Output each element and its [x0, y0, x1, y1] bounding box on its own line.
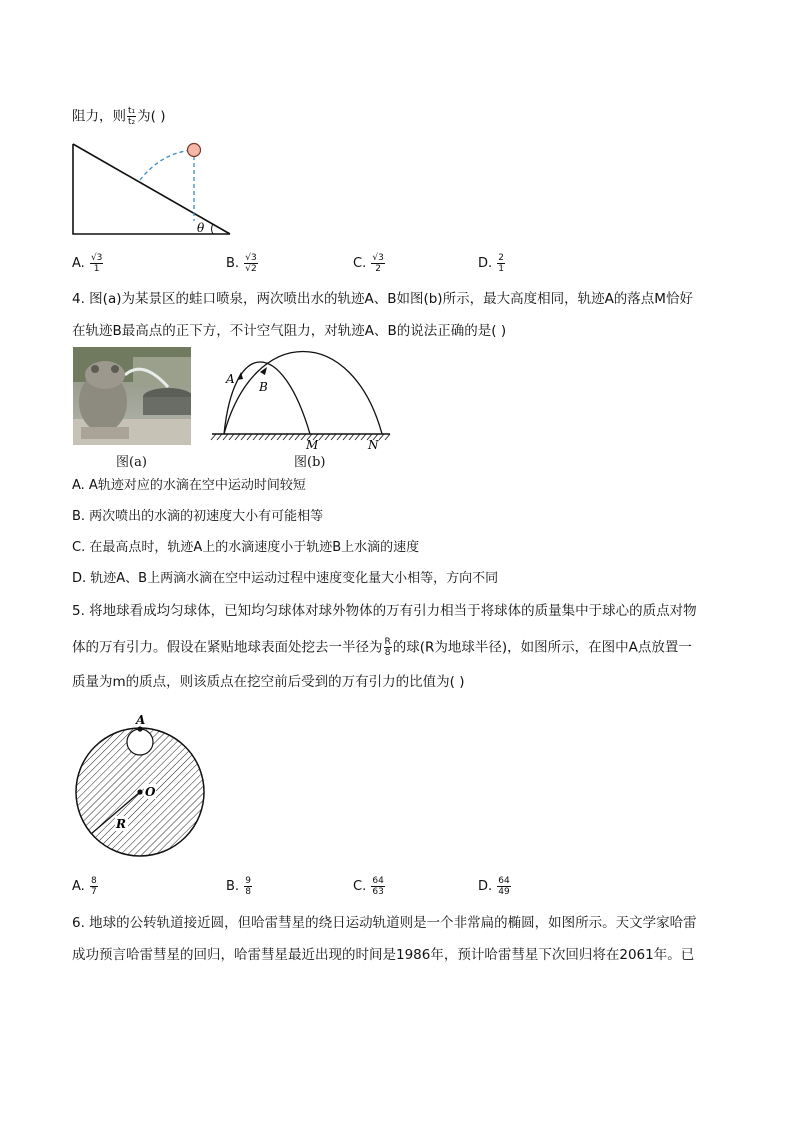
q3-option-d[interactable]: D. $\frac{2}{1}$ — [478, 253, 505, 274]
q3-option-c[interactable]: C. $\frac{√3}{2}$ — [353, 253, 384, 274]
q5-point-a — [137, 726, 142, 731]
q4-caption-a: 图(a) — [116, 455, 147, 470]
q4-option-b[interactable]: B. 两次喷出的水滴的初速度大小有可能相等 — [72, 509, 324, 524]
q5-question-line3: 质量为m的质点，则该质点在挖空前后受到的万有引力的比值为( ) — [72, 674, 465, 690]
q5-question-line2: 体的万有引力。假设在紧贴地球表面处挖去一半径为 $\frac{R}{8}$ 的球(R为地球半径)，如图所示，在图中A点放置一 — [72, 637, 692, 658]
q4-label-n: N — [368, 438, 379, 450]
q5-question-line1: 5. 将地球看成均匀球体，已知均匀球体对球外物体的万有引力相当于将球体的质量集中于球心的质点对物 — [72, 603, 697, 619]
q5-label-a: A — [136, 713, 146, 727]
q4-photo-frog-fountain — [73, 347, 191, 445]
q4-label-a: A — [226, 372, 235, 386]
q5-label-r: R — [116, 817, 126, 831]
q4-option-c[interactable]: C. 在最高点时，轨迹A上的水滴速度小于轨迹B上水滴的速度 — [72, 540, 420, 555]
q4-label-m: M — [306, 438, 319, 450]
q5-option-d[interactable]: D. $\frac{64}{49}$ — [478, 876, 510, 897]
q3-trajectory — [140, 150, 194, 180]
q3-option-b[interactable]: B. $\frac{√3}{√2}$ — [226, 253, 257, 274]
q6-question-line1: 6. 地球的公转轨道接近圆，但哈雷彗星的绕日运动轨道则是一个非常扁的椭圆，如图所示。天文学家哈雷 — [72, 915, 697, 931]
q4-label-b: B — [259, 380, 268, 394]
q3-option-a[interactable]: A. $\frac{√3}{1}$ — [72, 253, 103, 274]
q5-option-a[interactable]: A. $\frac{8}{7}$ — [72, 876, 97, 897]
q4-option-a[interactable]: A. A轨迹对应的水滴在空中运动时间较短 — [72, 478, 306, 493]
q4-trajectory-b — [224, 352, 382, 435]
q3-angle-label: θ — [197, 221, 205, 235]
q4-question-line2: 在轨迹B最高点的正下方，不计空气阻力，对轨迹A、B的说法正确的是( ) — [72, 323, 507, 339]
q3-question-tail: 阻力，则 $\frac{\text{t₁}}{\text{t₂}}$ 为( ) — [72, 106, 166, 127]
q3-ball — [188, 144, 201, 157]
q5-label-o: O — [145, 785, 156, 799]
q4-question-line1: 4. 图(a)为某景区的蛙口喷泉，两次喷出水的轨迹A、B如图(b)所示，最大高度相同，轨迹A的落点M恰好 — [72, 291, 693, 307]
q4-option-d[interactable]: D. 轨迹A、B上两滴水滴在空中运动过程中速度变化量大小相等，方向不同 — [72, 571, 499, 586]
q4-trajectory-a — [224, 362, 310, 434]
q5-earth-figure — [74, 710, 209, 858]
q4-trajectory-figure — [210, 350, 395, 450]
q6-question-line2: 成功预言哈雷彗星的回归，哈雷彗星最近出现的时间是1986年，预计哈雷彗星下次回归将在2061年。已 — [72, 947, 695, 963]
q4-caption-b: 图(b) — [294, 455, 326, 470]
q3-incline-figure — [70, 140, 240, 238]
q3-fraction: $\frac{\text{t₁}}{\text{t₂}}$ — [128, 106, 136, 127]
q5-option-b[interactable]: B. $\frac{9}{8}$ — [226, 876, 251, 897]
q5-fraction: $\frac{R}{8}$ — [384, 637, 391, 658]
q4-ground-hatch — [211, 434, 390, 440]
q5-option-c[interactable]: C. $\frac{64}{63}$ — [353, 876, 384, 897]
q5-cavity — [127, 729, 153, 755]
